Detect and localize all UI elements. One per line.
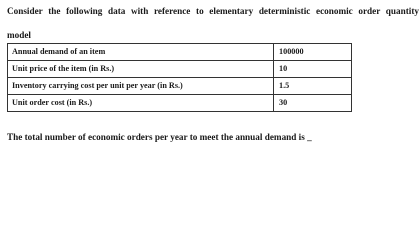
table-row: [8, 44, 352, 61]
row-label: Annual demand of an item: [8, 44, 274, 61]
question-intro: Consider the following data with reference to elementary deterministic economic order quantity: [7, 6, 419, 16]
row-label: Unit price of the item (in Rs.): [8, 61, 274, 78]
row-label: Unit order cost (in Rs.): [8, 95, 274, 112]
table-row: [8, 78, 352, 95]
table-row: [8, 61, 352, 78]
row-value: 1.5: [274, 78, 352, 95]
row-value: 30: [274, 95, 352, 112]
data-table: [7, 43, 352, 112]
question-intro-continuation: model: [7, 30, 31, 40]
table-row: [8, 95, 352, 112]
question-prompt: The total number of economic orders per year to meet the annual demand is _: [7, 132, 312, 142]
row-label: Inventory carrying cost per unit per year (in Rs.): [8, 78, 274, 95]
row-value: 10: [274, 61, 352, 78]
row-value: 100000: [274, 44, 352, 61]
